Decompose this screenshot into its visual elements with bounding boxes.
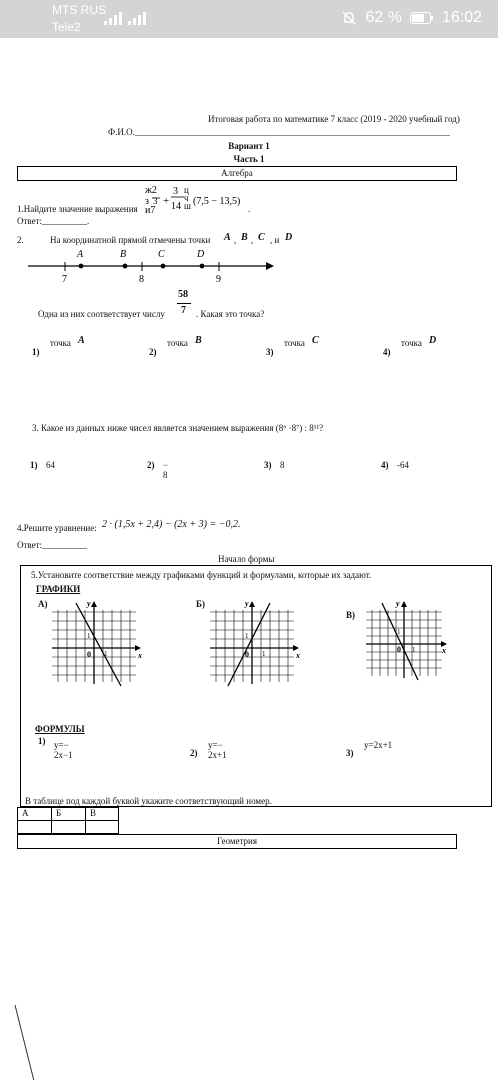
signal-icon xyxy=(104,10,148,26)
q2-fraction-den: 7 xyxy=(181,305,186,316)
graph-a xyxy=(52,598,148,694)
q2-number: 2. xyxy=(17,235,24,245)
battery-icon xyxy=(410,12,434,24)
document-page: Итоговая работа по математике 7 класс (2019 - 2020 учебный год) Ф.И.О.______________________________________________________________________ Вариант 1 Часть 1 Алгебра 1.Найдите значение выражения ж2 з 3 и7 + 3 14 ц ч ш (7,5 − 13,5) . Ответ:__________. 2. На координатной прямой отмечены точки A , B , C , и D A B C D 7 8 9 Одна из них соответствует числу 58 7 . Какая это точка? 1) точка A 2) точка B 3) точка C 4) точка D 3. Какое из данных ниже чисел является значением выражения (8⁶ ·8⁷) : 8¹¹? 1) 64 2) − 8 3) 8 4) -64 4.Решите уравнение: 2 · (1,5x + 2,4) − (2x + 3) = −0,2. Ответ:__________ Начало формы 5.Установите соответствие между графиками функций и формулами, которые их задают. ГРАФИКИ А) Б) В) y x 0 1 1 y x 0 1 1 y x 0 1 1 ФОРМУЛЫ 1) y=− 2x−1 2) y=− 2x+1 3) y=2x+1 В таблице под каждой буквой укажите соответствующий номер. А Б В Геометрия xyxy=(0,38,498,1080)
svg-text:0: 0 xyxy=(397,645,401,654)
q1-period: . xyxy=(248,204,251,214)
graph-b xyxy=(210,598,306,694)
svg-text:x: x xyxy=(138,651,142,660)
graph-v xyxy=(366,598,452,684)
q2-comma: , xyxy=(251,235,254,245)
part-title: Часть 1 xyxy=(233,154,265,164)
graphs-title: ГРАФИКИ xyxy=(36,584,81,594)
section-geometry: Геометрия xyxy=(17,834,457,849)
svg-text:A: A xyxy=(77,249,84,260)
doc-title: Итоговая работа по математике 7 класс (2019 - 2020 учебный год) xyxy=(208,114,460,124)
status-bar xyxy=(0,0,498,38)
graph-label-b: Б) xyxy=(196,599,205,609)
q1-answer: Ответ:__________. xyxy=(17,216,90,226)
svg-text:ж2: ж2 xyxy=(145,185,157,196)
svg-text:0: 0 xyxy=(87,650,91,659)
answer-cell-b[interactable] xyxy=(51,821,85,834)
table-note: В таблице под каждой буквой укажите соответствующий номер. xyxy=(25,796,272,806)
q4-text: 4.Решите уравнение: xyxy=(17,523,97,533)
svg-text:ц: ц xyxy=(184,185,189,195)
svg-text:y: y xyxy=(245,599,249,608)
svg-text:1: 1 xyxy=(104,650,108,658)
q2-point-a: A xyxy=(224,232,231,243)
q1-text: 1.Найдите значение выражения xyxy=(17,204,138,214)
q4-answer: Ответ:__________ xyxy=(17,540,88,550)
svg-text:и7: и7 xyxy=(145,205,156,216)
answer-cell-a[interactable] xyxy=(17,821,51,834)
svg-text:C: C xyxy=(158,249,165,260)
q5-text: 5.Установите соответствие между графиками функций и формулами, которые их задают. xyxy=(31,570,372,580)
mute-bell-icon xyxy=(341,10,357,26)
svg-text:3: 3 xyxy=(173,186,178,197)
table-header-a: А xyxy=(22,808,29,818)
battery-percent: 62 % xyxy=(365,9,402,26)
graph-label-v: В) xyxy=(346,610,355,620)
svg-text:14: 14 xyxy=(171,201,181,212)
q2-question: Одна из них соответствует числу xyxy=(38,309,165,319)
carrier-name-2: Tele2 xyxy=(52,20,81,34)
svg-text:D: D xyxy=(197,249,205,260)
svg-text:y: y xyxy=(87,599,91,608)
svg-text:ш: ш xyxy=(184,201,191,211)
table-header-b: Б xyxy=(56,808,62,818)
q1-expression xyxy=(144,182,254,218)
svg-text:8: 8 xyxy=(139,274,144,284)
q2-point-b: B xyxy=(241,232,248,243)
fio-line: Ф.И.О.______________________________________________________________________ xyxy=(108,127,450,137)
svg-text:B: B xyxy=(120,249,127,260)
svg-text:+: + xyxy=(163,195,170,207)
formulas-title: ФОРМУЛЫ xyxy=(35,724,85,734)
svg-text:x: x xyxy=(442,646,446,655)
svg-text:9: 9 xyxy=(216,274,221,284)
svg-text:1: 1 xyxy=(245,632,249,640)
number-line xyxy=(20,246,275,284)
q2-and: , и xyxy=(270,235,280,245)
svg-text:x: x xyxy=(296,651,300,660)
q3-text: 3. Какое из данных ниже чисел является значением выражения (8⁶ ·8⁷) : 8¹¹? xyxy=(32,423,324,433)
clock: 16:02 xyxy=(441,9,482,26)
variant-title: Вариант 1 xyxy=(228,141,270,151)
q2-text: На координатной прямой отмечены точки xyxy=(50,235,211,245)
q2-point-d: D xyxy=(285,232,293,243)
stray-pen-line xyxy=(10,1003,40,1080)
svg-text:з: з xyxy=(145,196,149,207)
svg-text:ч: ч xyxy=(184,193,189,203)
svg-text:0: 0 xyxy=(245,650,249,659)
q1-expr-tail: (7,5 − 13,5) xyxy=(193,196,241,207)
svg-text:1: 1 xyxy=(412,646,416,654)
table-header-v: В xyxy=(90,808,97,818)
graph-label-a: А) xyxy=(38,599,48,609)
q2-fraction-num: 58 xyxy=(178,289,188,300)
svg-text:1: 1 xyxy=(397,628,401,636)
fraction-bar xyxy=(177,303,191,304)
svg-text:y: y xyxy=(396,599,400,608)
svg-text:3: 3 xyxy=(153,196,158,206)
answer-cell-v[interactable] xyxy=(85,821,119,834)
svg-text:1: 1 xyxy=(262,650,266,658)
q4-equation: 2 · (1,5x + 2,4) − (2x + 3) = −0,2. xyxy=(102,519,241,530)
section-algebra: Алгебра xyxy=(17,166,457,181)
carrier-name: MTS RUS xyxy=(52,3,106,17)
svg-text:7: 7 xyxy=(62,274,67,284)
q2-question-end: . Какая это точка? xyxy=(196,309,265,319)
form-start-label: Начало формы xyxy=(218,554,275,564)
q2-comma: , xyxy=(234,235,237,245)
svg-text:1: 1 xyxy=(87,632,91,640)
q2-point-c: C xyxy=(258,232,265,243)
